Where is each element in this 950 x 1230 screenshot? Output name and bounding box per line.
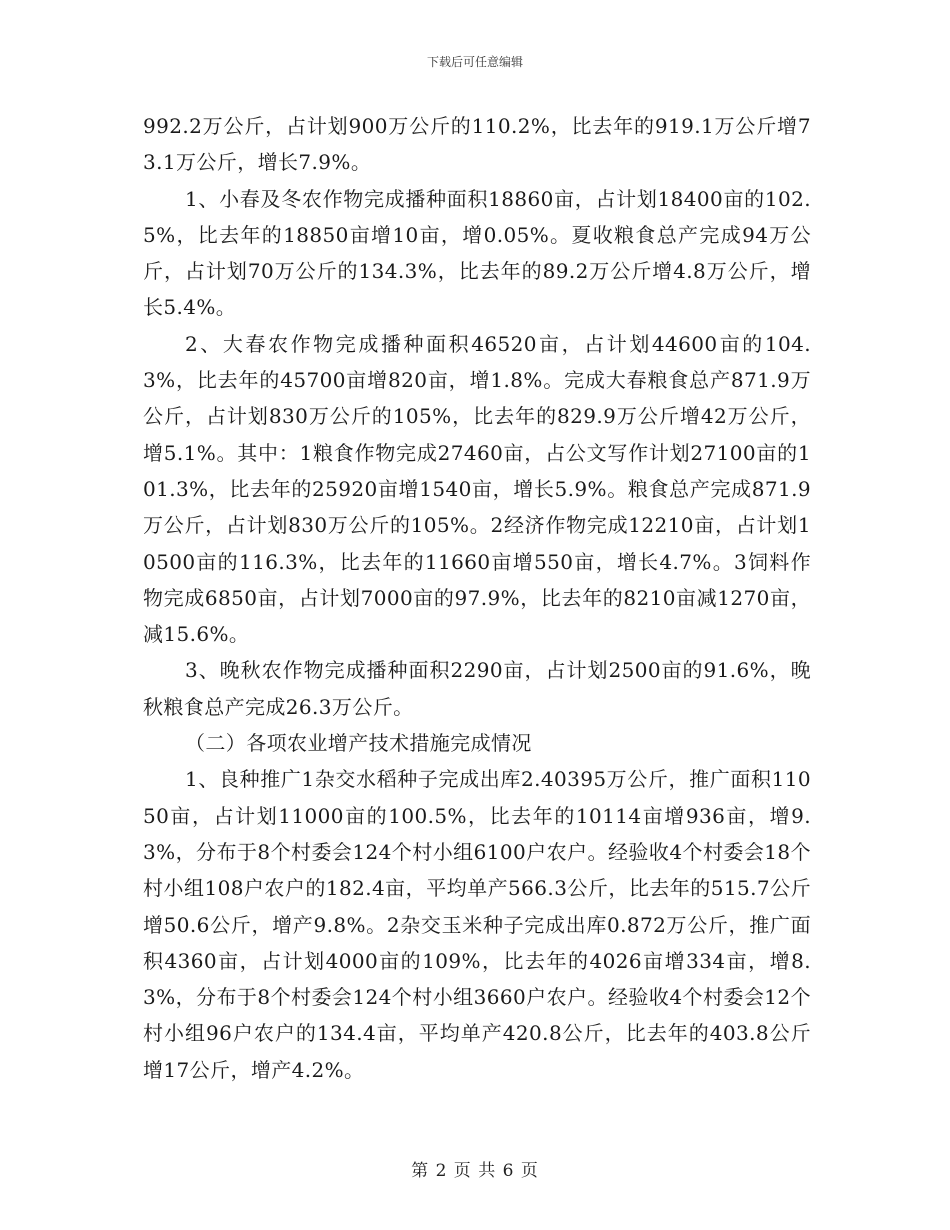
paragraph-seed-promotion: 1、良种推广1杂交水稻种子完成出库2.40395万公斤，推广面积11050亩，占计划11000亩的100.5%，比去年的10114亩增936亩，增9.3%，分布于8个村委会124个村小组6100户农户。经验收4个村委会18个村小组108户农户的182.4亩，平均单产566.3公斤，比去年的515.7公斤增50.6公斤，增产9.8%。2杂交玉米种子完成出库0.872万公斤，推广面积4360亩，占计划4000亩的109%，比去年的4026亩增334亩，增8.3%，分布于8个村委会124个村小组3660户农户。经验收4个村委会12个村小组96户农户的134.4亩，平均单产420.8公斤，比去年的403.8公斤增17公斤，增产4.2%。: [143, 767, 811, 1082]
section-heading: （二）各项农业增产技术措施完成情况: [185, 731, 532, 756]
paragraph-minor-spring-crops: 1、小春及冬农作物完成播种面积18860亩，占计划18400亩的102.5%，比去年的18850亩增10亩，增0.05%。夏收粮食总产完成94万公斤，占计划70万公斤的134.3%，比去年的89.2万公斤增4.8万公斤，增长5.4%。: [143, 186, 811, 320]
paragraph-continuation: 992.2万公斤，占计划900万公斤的110.2%，比去年的919.1万公斤增73.1万公斤，增长7.9%。: [143, 114, 811, 175]
document-body: [143, 108, 811, 1088]
page-header: 下载后可任意编辑: [426, 55, 523, 69]
page-footer: 第 2 页 共 6 页: [411, 1161, 539, 1181]
paragraph-late-autumn-crops: 3、晚秋农作物完成播种面积2290亩，占计划2500亩的91.6%，晚秋粮食总产完成26.3万公斤。: [143, 658, 811, 719]
paragraph-major-spring-crops: 2、大春农作物完成播种面积46520亩，占计划44600亩的104.3%，比去年的45700亩增820亩，增1.8%。完成大春粮食总产871.9万公斤，占计划830万公斤的105%，比去年的829.9万公斤增42万公斤，增5.1%。其中：1粮食作物完成27460亩，占公文写作计划27100亩的101.3%，比去年的25920亩增1540亩，增长5.9%。粮食总产完成871.9万公斤，占计划830万公斤的105%。2经济作物完成12210亩，占计划10500亩的116.3%，比去年的11660亩增550亩，增长4.7%。3饲料作物完成6850亩，占计划7000亩的97.9%，比去年的8210亩减1270亩，减15.6%。: [143, 331, 811, 647]
